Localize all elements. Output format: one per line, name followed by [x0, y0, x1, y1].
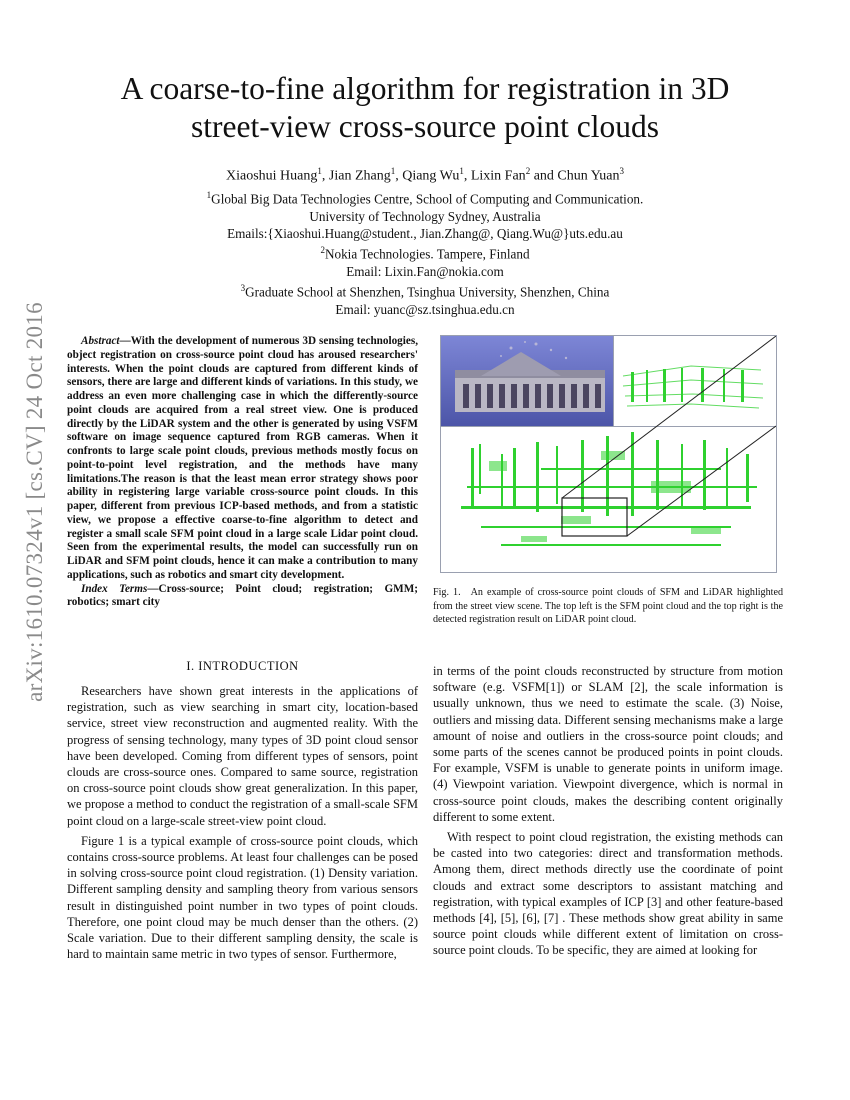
index-terms-label: Index Terms: [81, 582, 148, 595]
affiliation-1: [100, 187, 750, 208]
affiliation-1-sup: 1: [206, 189, 212, 200]
affiliation-2: [100, 242, 750, 263]
right-paragraph-1: in terms of the point clouds reconstructed by structure from motion software (e.g. VSFM[1]) or SLAM [2], the scale information is usually unknown, thus we need to estimate the scale. (3) Noise, outliers and missing data. Different sensing mechanisms make a large amount of noise and outliers in the cross-source point clouds; and some parts of the scenes cannot be produced points in point clouds. For example, VSFM is unable to generate points in uniform image. (4) Viewpoint variation. Viewpoint divergence, which is normal in cross-source point clouds, makes the describing content originally different to some extent.: [433, 664, 783, 824]
figure-1-caption: [433, 586, 783, 627]
author-1-sup: 1: [317, 166, 322, 176]
index-terms: [67, 583, 418, 611]
affiliation-2-sup: 2: [320, 245, 325, 256]
author-5-sup: 3: [619, 166, 624, 176]
affiliation-3-email: Email: yuanc@sz.tsinghua.edu.cn: [335, 301, 515, 317]
abstract: [67, 335, 418, 610]
intro-paragraph-2: Figure 1 is a typical example of cross-source point clouds, which contains cross-source problems. At least four challenges can be posed in solving cross-source point cloud registration. (1) Density variation. Different sampling density and sampling theory from various sensors result in distinguished point number in two types of point clouds. Therefore, one point cloud may be much denser than the others. (2) Scale variation. Due to their different sampling density, the scale is hard to maintain same metric in two types of sensor. Furthermore,: [67, 833, 418, 962]
affiliation-3-text: Graduate School at Shenzhen, Tsinghua University, Shenzhen, China: [245, 284, 610, 300]
affiliation-2-email: Email: Lixin.Fan@nokia.com: [346, 263, 504, 279]
figure-1: [440, 335, 777, 573]
title-line-1: A coarse-to-fine algorithm for registration in 3D: [120, 71, 730, 106]
abstract-text: —With the development of numerous 3D sensing technologies, object registration on cross-source point cloud has aroused researchers' interests. When the point clouds are captured from different kinds of sensors, there are large and different kinds of variations. In this study, we address an even more challenging case in which the differently-source point clouds are acquired from a real street view. One is produced directly by the LiDAR system and the other is generated by using VSFM software on image sequence captured from RGB cameras. When it confronts to large scale point clouds, previous methods mostly focus on point-to-point level registration, and the methods have many limitations.The reason is that the least mean error strategy shows poor ability in registering large variable cross-source point clouds. In this paper, different from previous ICP-based methods, and from a statistic view, we propose a effective coarse-to-fine algorithm to detect and register a small scale SFM point cloud in a large scale Lidar point cloud. Seen from the experimental results, the model can successfully run on LiDAR and SFM point clouds, hence it can make a contribution to many applications, such as robotics and smart city development.: [67, 335, 418, 581]
section-title-first-letter: I: [198, 659, 203, 673]
lidar-detection-panel: [614, 336, 777, 426]
affiliation-1-university: University of Technology Sydney, Australia: [309, 208, 541, 224]
author-names: Xiaoshui Huang$^1$, Jian Zhang$^1$, Qiang Wu$^1$, Lixin Fan$^2$ and Chun Yuan$^3$: [226, 166, 624, 184]
left-column-body: [67, 683, 418, 966]
affiliation-3-sup: 3: [240, 283, 246, 294]
right-paragraph-2: With respect to point cloud registration, the existing methods can be casted into two categories: direct and transformation methods. Among them, direct methods directly use the coordinate of point clouds and extract some descriptors to assistant matching and registration, with typical examples of ICP [3] and other feature-based methods [4], [5], [6], [7] . These methods show great ability in same source point clouds while different extent of limitation on cross-source point clouds. To be specific, they are aimed at looking for: [433, 830, 783, 958]
section-heading-introduction: [67, 659, 418, 674]
section-number: I.: [186, 659, 195, 673]
abstract-paragraph: [67, 335, 418, 583]
affiliation-2-text: Nokia Technologies. Tampere, Finland: [324, 246, 530, 262]
author-block: [100, 163, 750, 318]
section-title-rest: NTRODUCTION: [202, 659, 299, 673]
sfm-point-cloud-panel: [441, 336, 613, 426]
figure-caption-text: An example of cross-source point clouds of SFM and LiDAR highlighted from the street view scene. The top left is the SFM point cloud and the top right is the detected registration result on LiDAR point cloud.: [433, 587, 783, 625]
index-terms-text: —Cross-source; Point cloud; registration; GMM; robotics; smart city: [67, 582, 418, 609]
right-column-body: [433, 663, 783, 963]
author-3: Qiang Wu: [402, 168, 460, 184]
author-1: Xiaoshui Huang: [226, 168, 318, 184]
paper-title: [70, 70, 780, 146]
author-3-sup: 1: [459, 166, 464, 176]
author-4-sup: 2: [525, 166, 531, 176]
author-and: and: [533, 168, 554, 184]
arxiv-stamp: [18, 292, 52, 712]
figure-label: Fig. 1.: [433, 587, 461, 598]
affiliation-1-emails: Emails:{Xiaoshui.Huang@student., Jian.Zhang@, Qiang.Wu@}uts.edu.au: [227, 225, 623, 241]
title-line-2: street-view cross-source point clouds: [191, 109, 659, 144]
arxiv-stamp-text: arXiv:1610.07324v1 [cs.CV] 24 Oct 2016: [22, 302, 48, 702]
intro-paragraph-1: Researchers have shown great interests in the applications of registration, such as view searching in smart city, location-based service, street view reconstruction and augmented reality. With the progress of sensing technology, many types of 3D point cloud sensor have been developed. Coming from different types of sensors, point clouds are cross-source ones. Compared to same source, registration on cross-source point clouds show great generalization. In this paper, we propose a method to conduct the registration of a small-scale SFM point cloud on a large-scale street-view point cloud.: [67, 684, 418, 828]
author-4: Lixin Fan: [470, 168, 526, 184]
author-2: Jian Zhang: [328, 168, 391, 184]
author-2-sup: 1: [390, 166, 396, 176]
affiliation-1-text: Global Big Data Technologies Centre, School of Computing and Communication.: [211, 191, 644, 207]
figure-1-image: [441, 336, 776, 572]
author-5: Chun Yuan: [557, 168, 620, 184]
abstract-label: Abstract: [81, 335, 120, 347]
affiliation-3: [100, 280, 750, 301]
